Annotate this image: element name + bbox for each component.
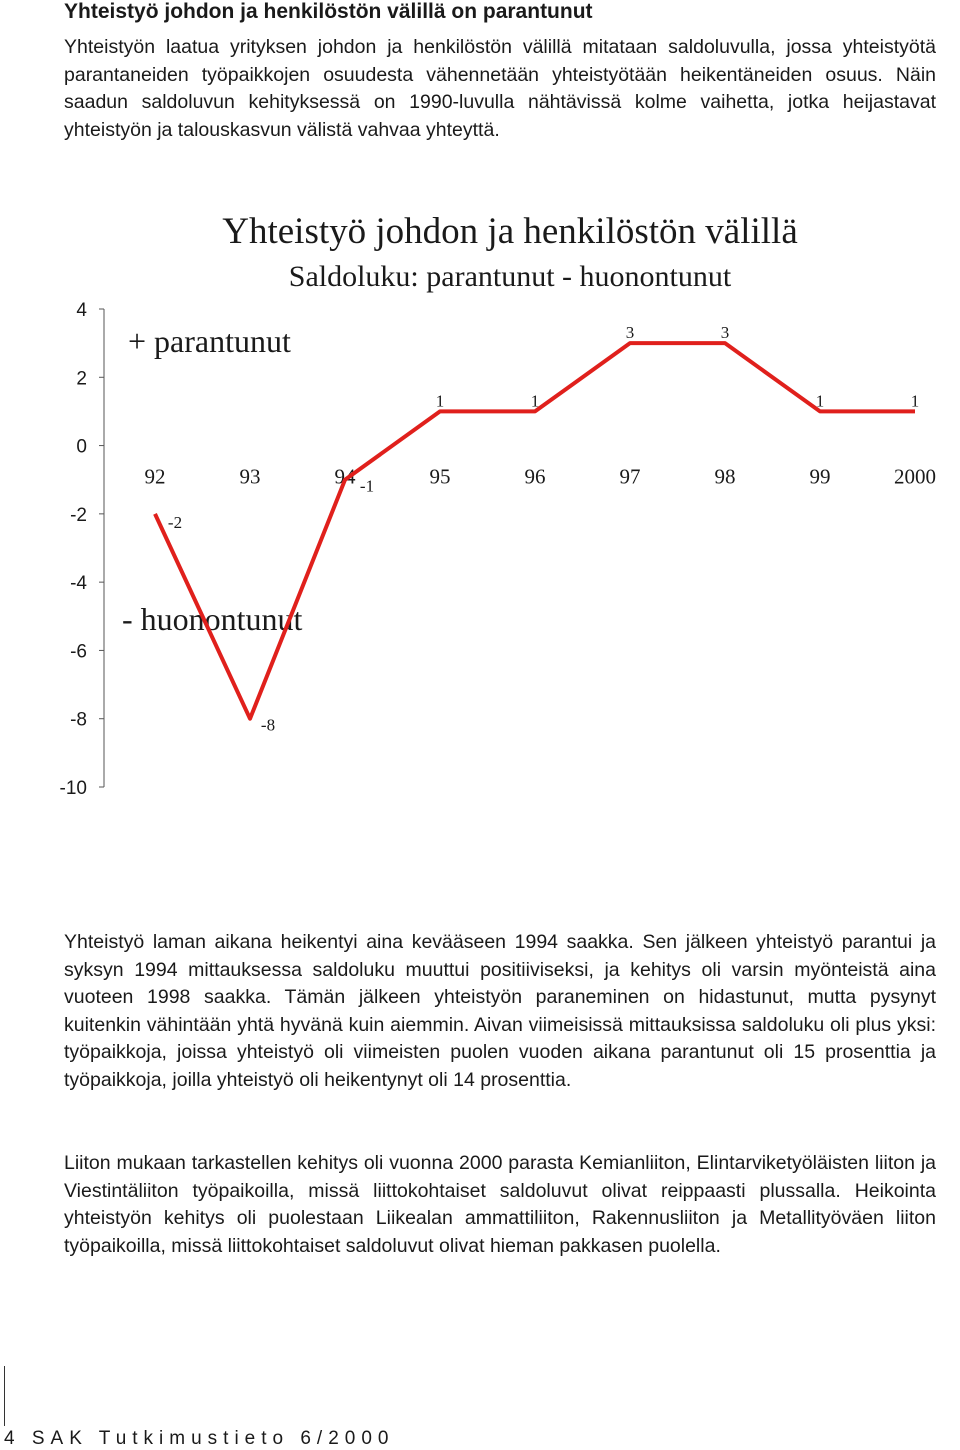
y-tick-label: -10	[59, 778, 87, 799]
data-label: 1	[910, 391, 920, 411]
intro-paragraph: Yhteistyön laatua yrityksen johdon ja henkilöstön välillä mitataan saldoluvulla, jossa yhteistyötä parantaneiden työpaikkojen osuudesta vähennetään yhteistyötään heikentäneiden osuus. Näin saadun saldoluvun kehityksessä on 1990-luvulla nähtävissä kolme vaihetta, jotka heijastavat yhteistyön ja talouskasvun välistä vahvaa yhteyttä.	[64, 36, 936, 141]
page-footer: 4 SAK Tutkimustieto 6/2000	[4, 1428, 395, 1449]
y-tick-label: -6	[70, 641, 87, 663]
y-tick-label: -8	[70, 709, 87, 731]
body-paragraph-1: Yhteistyö laman aikana heikentyi aina kevääseen 1994 saakka. Sen jälkeen yhteistyö parantui ja syksyn 1994 mittauksessa saldoluku muuttui positiiviseksi, ja kehitys oli varsin myönteistä aina vuoteen 1998 saakka. Tämän jälkeen yhteistyön paraneminen on hidastunut, mutta pysynyt kuitenkin vähintään yhtä hyvänä kuin aiemmin. Aivan viimeisissä mittauksissa saldoluku oli plus yksi: työpaikkoja, joissa yhteistyö oli viimeisten puolen vuoden aikana parantunut oli 15 prosenttia ja työpaikkoja, joilla yhteistyö oli heikentynyt oli 14 prosenttia.	[64, 931, 936, 1091]
annotation-positive: + parantunut	[128, 323, 291, 359]
data-label: 1	[530, 391, 540, 411]
section-heading: Yhteistyö johdon ja henkilöstön välillä on parantunut	[64, 0, 593, 23]
x-tick-label: 2000	[894, 464, 936, 489]
annotation-negative: - huonontunut	[122, 601, 303, 637]
data-label: -8	[260, 715, 276, 735]
y-tick-label: 2	[76, 368, 87, 390]
data-label: -2	[167, 512, 183, 532]
y-tick-label: 0	[76, 436, 87, 458]
data-label: 3	[625, 323, 635, 343]
data-label: 1	[815, 391, 825, 411]
y-tick-label: -2	[70, 504, 87, 526]
chart-subtitle: Saldoluku: parantunut - huonontunut	[288, 260, 732, 293]
body-paragraph-2: Liiton mukaan tarkastellen kehitys oli vuonna 2000 parasta Kemianliiton, Elintarviketyöläisten liiton ja Viestintäliiton työpaikoilla, missä liittokohtaiset saldoluvut olivat reippaasti plussalla. Heikointa yhteistyön kehitys oli puolestaan Liikealan ammattiliiton, Rakennusliiton ja Metallityöväen liiton työpaikoilla, missä liittokohtaiset saldoluvut olivat hieman pakkasen puolella.	[64, 1152, 936, 1257]
x-tick-label: 92	[144, 464, 166, 489]
x-axis-labels	[145, 465, 937, 489]
x-tick-label: 97	[619, 464, 641, 489]
x-tick-label: 99	[809, 464, 831, 489]
x-tick-label: 93	[239, 464, 261, 489]
page-marker-line	[4, 1366, 5, 1426]
data-label: 1	[435, 391, 445, 411]
y-axis-ticks	[60, 300, 104, 799]
y-tick-label: -4	[70, 573, 87, 595]
data-label: 3	[720, 323, 730, 343]
chart-title: Yhteistyö johdon ja henkilöstön välillä	[222, 211, 798, 252]
y-tick-label: 4	[76, 300, 87, 321]
data-label: -1	[359, 476, 375, 496]
x-tick-label: 98	[714, 464, 736, 489]
data-labels	[168, 323, 919, 735]
x-tick-label: 94	[334, 464, 356, 489]
x-tick-label: 95	[429, 464, 451, 489]
balance-line-chart	[0, 195, 960, 815]
x-tick-label: 96	[524, 464, 546, 489]
